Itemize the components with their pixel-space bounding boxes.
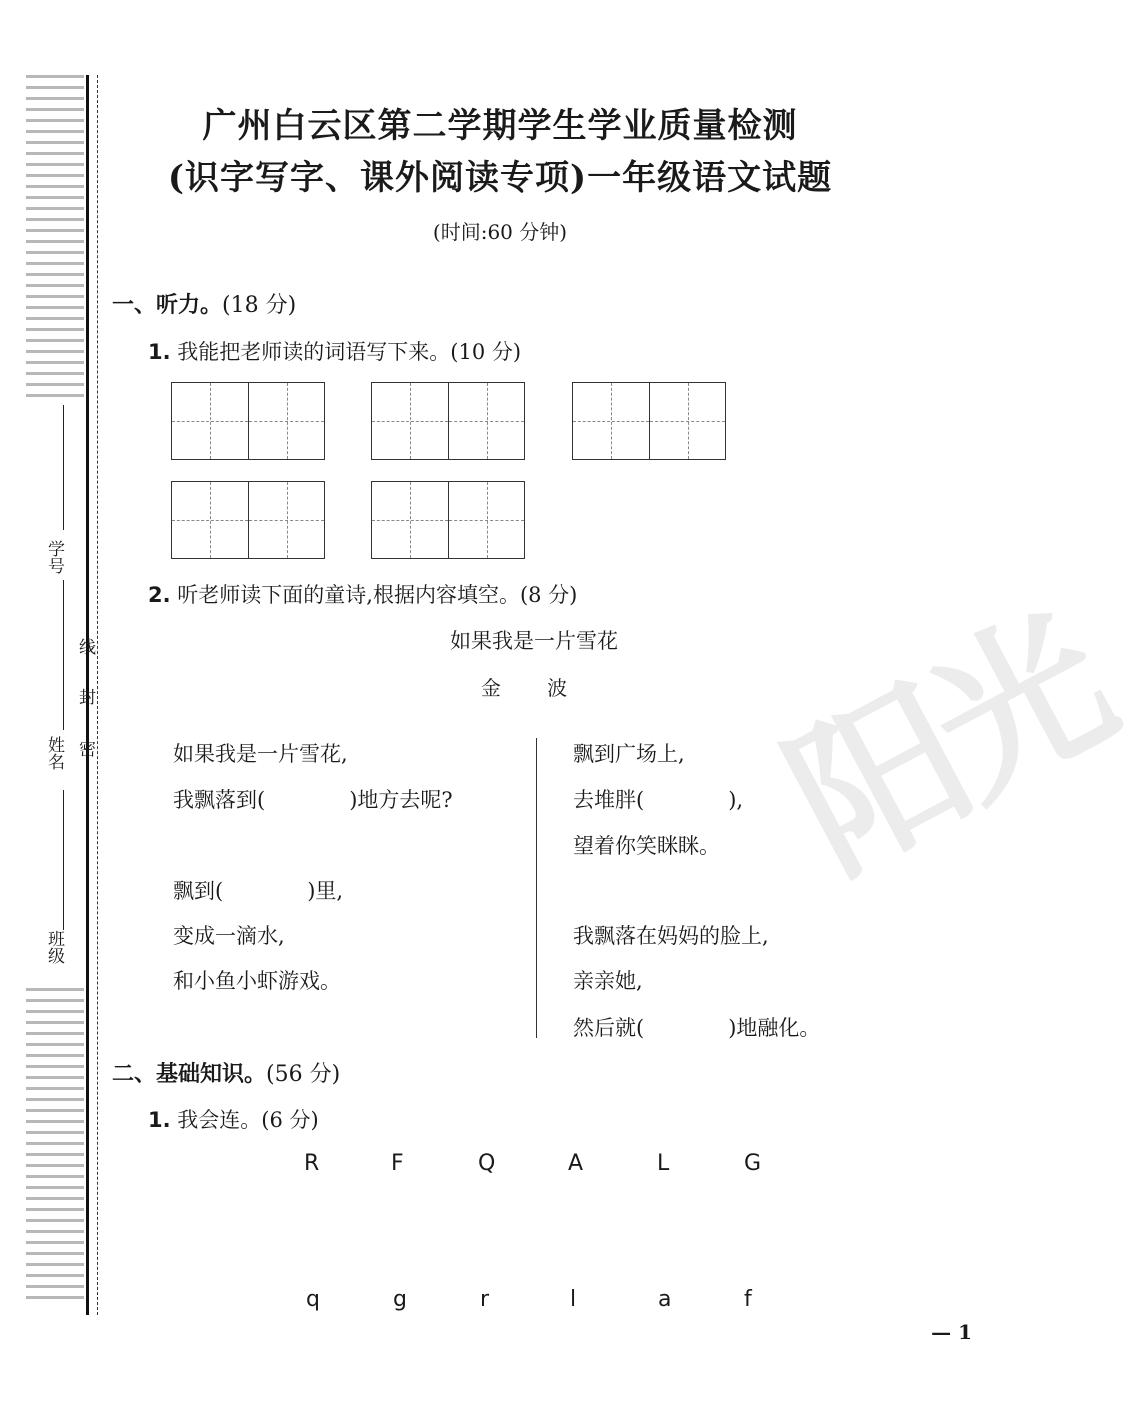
student-id-blank[interactable] bbox=[63, 405, 64, 530]
writing-cell[interactable] bbox=[448, 383, 524, 459]
s2-q1-text: 我会连。(6 分) bbox=[177, 1108, 319, 1132]
writing-cell[interactable] bbox=[372, 383, 448, 459]
lowercase-letter[interactable]: f bbox=[744, 1287, 752, 1312]
writing-grid[interactable] bbox=[171, 481, 325, 559]
lowercase-letter[interactable]: r bbox=[480, 1287, 490, 1312]
uppercase-letter[interactable]: A bbox=[568, 1151, 584, 1176]
seal-line-char: 线 bbox=[75, 638, 95, 655]
s1-question1 bbox=[148, 336, 521, 366]
s1-question2 bbox=[148, 579, 577, 609]
writing-grid[interactable] bbox=[171, 382, 325, 460]
poem-author: 金 波 bbox=[480, 676, 588, 700]
writing-grid[interactable] bbox=[572, 382, 726, 460]
page-title-line1: 广州白云区第二学期学生学业质量检测 bbox=[202, 106, 798, 146]
uppercase-letter[interactable]: L bbox=[657, 1151, 670, 1176]
lowercase-letter[interactable]: l bbox=[570, 1287, 577, 1312]
uppercase-letter[interactable]: G bbox=[744, 1151, 762, 1176]
poem-left-line: 飘到( )里, bbox=[173, 879, 344, 903]
poem-divider bbox=[536, 738, 537, 1038]
writing-cell[interactable] bbox=[248, 482, 324, 558]
uppercase-letter[interactable]: Q bbox=[478, 1151, 496, 1176]
exam-time: (时间:60 分钟) bbox=[432, 220, 568, 244]
uppercase-letter[interactable]: R bbox=[304, 1151, 320, 1176]
lowercase-letter[interactable]: q bbox=[306, 1287, 320, 1312]
name-label: 姓名 bbox=[44, 736, 64, 770]
s1-q2-number: 2. bbox=[148, 583, 171, 607]
poem-right-line: 然后就( )地融化。 bbox=[573, 1016, 821, 1040]
watermark: 阳光 bbox=[759, 583, 1136, 909]
seal-secret-char: 密 bbox=[75, 740, 95, 757]
name-blank[interactable] bbox=[63, 580, 64, 730]
poem-left-line: 和小鱼小虾游戏。 bbox=[173, 969, 341, 993]
section1-score: (18 分) bbox=[222, 293, 297, 318]
poem-right-line: 亲亲她, bbox=[573, 969, 643, 993]
section1-title: 一、听力。 bbox=[112, 293, 223, 318]
writing-cell[interactable] bbox=[649, 383, 725, 459]
s1-q1-text: 我能把老师读的词语写下来。(10 分) bbox=[177, 340, 522, 364]
page-title-line2: (识字写字、课外阅读专项)一年级语文试题 bbox=[167, 158, 833, 198]
writing-cell[interactable] bbox=[172, 383, 248, 459]
s1-q1-number: 1. bbox=[148, 340, 171, 364]
section2-heading bbox=[112, 1057, 340, 1088]
lowercase-letter[interactable]: g bbox=[393, 1287, 407, 1312]
writing-grid[interactable] bbox=[371, 382, 525, 460]
poem-left-line: 变成一滴水, bbox=[173, 924, 285, 948]
seal-seal-char: 封 bbox=[75, 688, 95, 705]
class-blank[interactable] bbox=[63, 790, 64, 930]
poem-title: 如果我是一片雪花 bbox=[450, 629, 618, 653]
student-id-label: 学号 bbox=[44, 540, 64, 574]
writing-cell[interactable] bbox=[248, 383, 324, 459]
page-number: — 1 bbox=[931, 1320, 972, 1344]
writing-grid[interactable] bbox=[371, 481, 525, 559]
poem-right-line: 去堆胖( ), bbox=[573, 788, 744, 812]
writing-cell[interactable] bbox=[372, 482, 448, 558]
s2-q1-number: 1. bbox=[148, 1108, 171, 1132]
uppercase-letter[interactable]: F bbox=[391, 1151, 404, 1176]
lowercase-letter[interactable]: a bbox=[658, 1287, 672, 1312]
writing-cell[interactable] bbox=[172, 482, 248, 558]
s1-q2-text: 听老师读下面的童诗,根据内容填空。(8 分) bbox=[177, 583, 578, 607]
class-label: 班级 bbox=[44, 930, 64, 964]
writing-cell[interactable] bbox=[448, 482, 524, 558]
s2-question1 bbox=[148, 1104, 319, 1134]
section1-heading bbox=[112, 288, 296, 319]
poem-left-line: 如果我是一片雪花, bbox=[173, 742, 348, 766]
poem-left-line: 我飘落到( )地方去呢? bbox=[173, 788, 453, 812]
section2-title: 二、基础知识。 bbox=[112, 1062, 267, 1087]
writing-cell[interactable] bbox=[573, 383, 649, 459]
section2-score: (56 分) bbox=[266, 1062, 341, 1087]
poem-right-line: 飘到广场上, bbox=[573, 742, 685, 766]
poem-right-line: 我飘落在妈妈的脸上, bbox=[573, 924, 769, 948]
margin-stripes-bottom bbox=[26, 988, 84, 1313]
poem-right-line: 望着你笑眯眯。 bbox=[573, 834, 720, 858]
